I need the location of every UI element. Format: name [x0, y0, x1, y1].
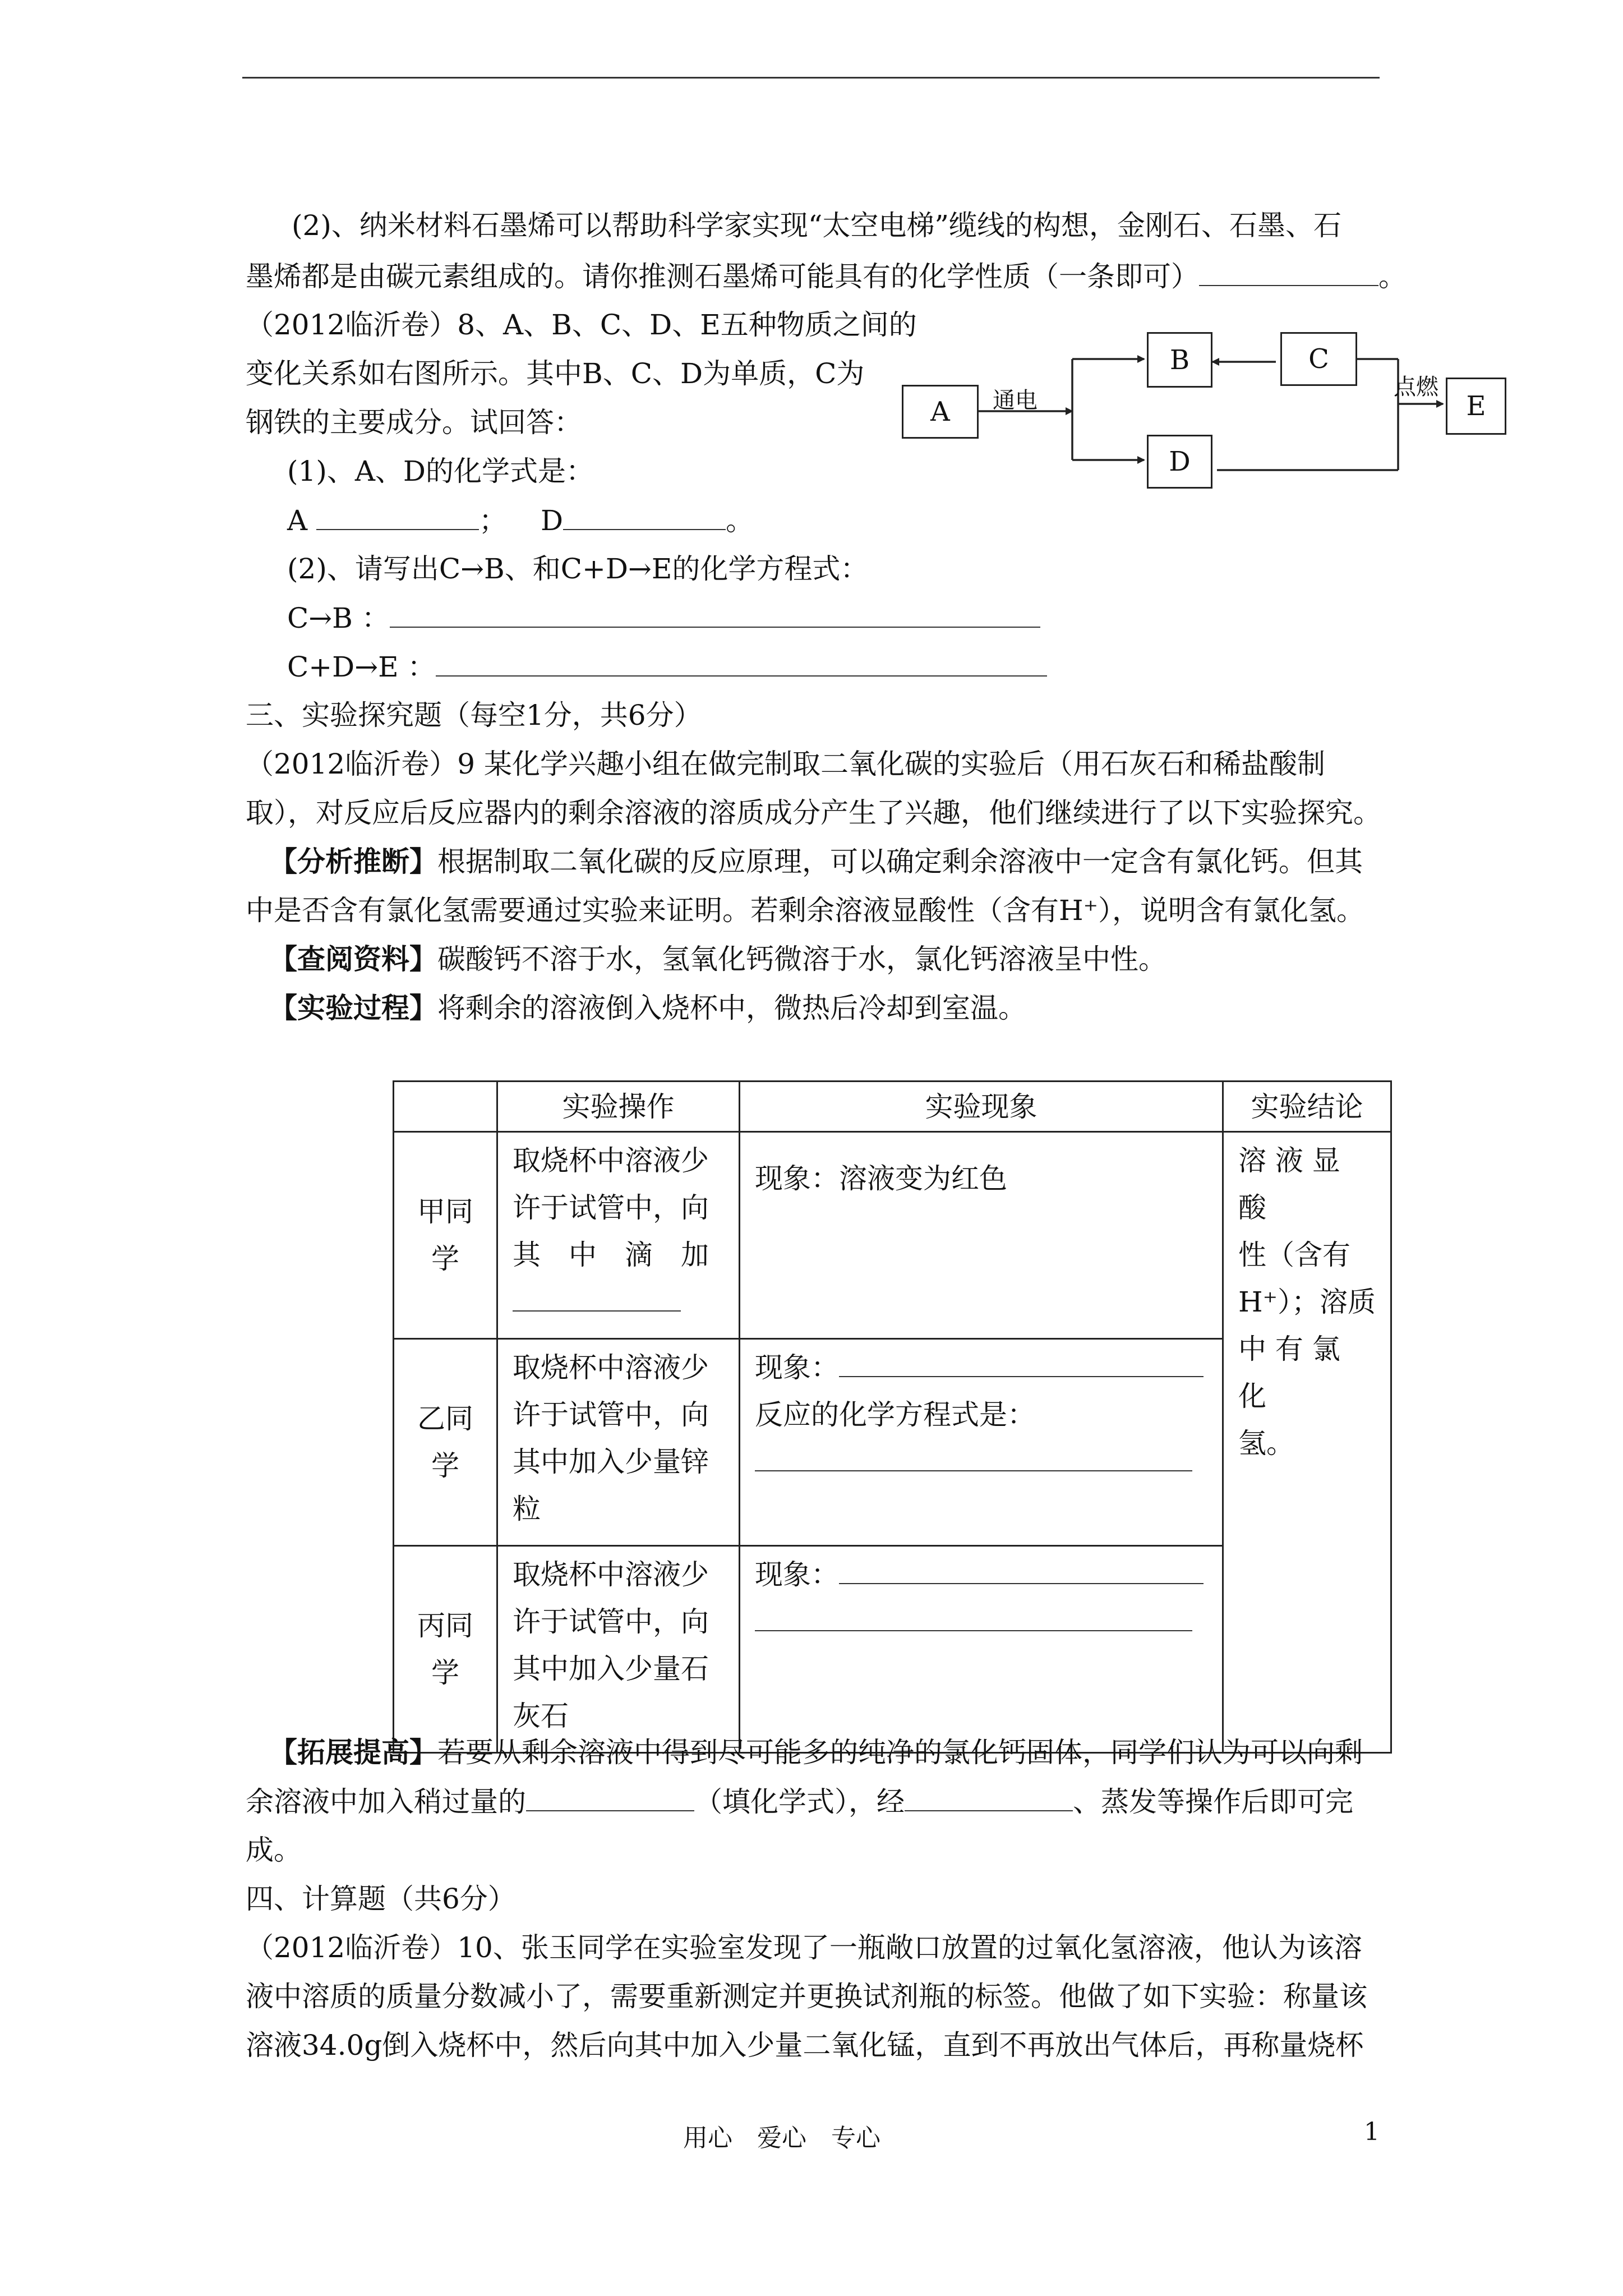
phen-yi: [740, 1339, 1223, 1546]
refs-text: 碳酸钙不溶于水，氢氧化钙微溶于水，氯化钙溶液呈中性。: [437, 943, 1166, 976]
phen-yi-eq-line: [755, 1438, 1207, 1485]
q8-line-2: 变化关系如右图所示。其中B、C、D为单质，C为: [246, 357, 865, 390]
student-yi-2: 学: [431, 1450, 459, 1482]
op-yi-4: 粒: [513, 1493, 541, 1525]
header-empty: [394, 1082, 497, 1132]
table-row: [394, 1132, 1391, 1339]
page-number: 1: [1364, 2118, 1380, 2146]
op-bing-4: 灰石: [513, 1700, 569, 1732]
q10-line-1: （2012临沂卷）10、张玉同学在实验室发现了一瓶敞口放置的过氧化氢溶液，他认为该溶: [246, 1931, 1362, 1964]
conclusion-1: 溶 液 显 酸: [1238, 1144, 1340, 1224]
d-label: D: [541, 504, 564, 537]
phen-bing-blank[interactable]: [839, 1555, 1204, 1584]
phen-bing-label: 现象：: [755, 1558, 839, 1591]
extend-text-1: 若要从剩余溶液中得到尽可能多的纯净的氯化钙固体，同学们认为可以向剩: [437, 1736, 1363, 1769]
op-bing: [497, 1546, 740, 1753]
op-yi: [497, 1339, 740, 1546]
analysis-tag: 【分析推断】: [269, 845, 437, 878]
phen-bing: [740, 1546, 1223, 1753]
student-yi: [394, 1339, 497, 1546]
q10-line-3: 溶液34.0g倒入烧杯中，然后向其中加入少量二氧化锰，直到不再放出气体后，再称量烧杯: [246, 2029, 1364, 2062]
student-yi-1: 乙同: [417, 1402, 473, 1435]
graphene-line-1: (2)、纳米材料石墨烯可以帮助科学家实现“太空电梯”缆线的构想，金刚石、石墨、石: [292, 209, 1341, 242]
op-bing-1: 取烧杯中溶液少: [513, 1558, 709, 1591]
header-phenomenon: 实验现象: [740, 1082, 1223, 1132]
cde-label: C+D→E ：: [287, 651, 436, 683]
q8-line-3: 钢铁的主要成分。试回答：: [246, 406, 582, 439]
a-label: A: [287, 504, 308, 537]
process-line: [269, 991, 1026, 1025]
conclusion-cell: [1223, 1132, 1391, 1753]
footer-motto: 用心 爱心 专心: [683, 2124, 880, 2152]
reaction-diagram: [0, 0, 1623, 561]
phen-yi-label: 现象：: [755, 1351, 839, 1384]
analysis-line-1: [269, 845, 1363, 878]
q8-cde-line: [287, 650, 1047, 684]
analysis-line-2: 中是否含有氯化氢需要通过实验来证明。若剩余溶液显酸性（含有H⁺），说明含有氯化氢。: [246, 894, 1364, 927]
extend-line-2: [246, 1784, 1353, 1819]
op-bing-3: 其中加入少量石: [513, 1653, 709, 1685]
refs-tag: 【查阅资料】: [269, 943, 437, 976]
node-a: A: [902, 385, 979, 439]
graphene-line-2-end: 。: [1378, 260, 1407, 293]
q8-cb-line: [287, 601, 1040, 635]
op-jia-blank-line: [513, 1278, 724, 1326]
d-end: 。: [726, 504, 754, 537]
phen-bing-line-2: [755, 1598, 1207, 1645]
analysis-text-1: 根据制取二氧化碳的反应原理，可以确定剩余溶液中一定含有氯化钙。但其: [437, 845, 1363, 878]
q8-sub-1: (1)、A、D的化学式是：: [287, 455, 594, 487]
section-4-heading: 四、计算题（共6分）: [246, 1883, 516, 1915]
a-sep: ；: [479, 504, 508, 537]
table-header-row: [394, 1082, 1391, 1132]
cb-label: C→B ：: [287, 602, 390, 634]
header-operation: 实验操作: [497, 1082, 740, 1132]
student-bing-1: 丙同: [417, 1609, 473, 1642]
q9-line-2: 取），对反应后反应器内的剩余溶液的溶质成分产生了兴趣，他们继续进行了以下实验探究。: [246, 797, 1381, 829]
conclusion-4: 中 有 氯 化: [1238, 1333, 1340, 1412]
phen-yi-blank[interactable]: [839, 1348, 1204, 1377]
phen-yi-eq-label: 反应的化学方程式是：: [755, 1398, 1035, 1431]
q10-line-2: 液中溶质的质量分数减小了，需要重新测定并更换试剂瓶的标签。他做了如下实验：称量该: [246, 1980, 1367, 2013]
student-jia-1: 甲同: [417, 1195, 473, 1228]
section-3-heading: 三、实验探究题（每空1分，共6分）: [246, 699, 702, 731]
extend-text-2c: 、蒸发等操作后即可完: [1073, 1786, 1353, 1818]
q8-line-1: （2012临沂卷）8、A、B、C、D、E五种物质之间的: [246, 309, 917, 341]
extend-text-2b: （填化学式），经: [694, 1786, 905, 1818]
phen-jia-1: 现象：溶液变为红色: [755, 1162, 1007, 1195]
phen-yi-1: [755, 1344, 1207, 1391]
process-tag: 【实验过程】: [269, 992, 437, 1024]
reagent-blank[interactable]: [513, 1282, 681, 1312]
extend-line-1: [269, 1736, 1363, 1769]
q8-sub-2: (2)、请写出C→B、和C+D→E的化学方程式：: [287, 553, 869, 585]
operation-blank[interactable]: [905, 1784, 1073, 1811]
extend-tag: 【拓展提高】: [269, 1736, 437, 1769]
node-c: C: [1280, 332, 1357, 386]
op-jia: [497, 1132, 740, 1339]
phen-jia: [740, 1132, 1223, 1339]
student-jia-2: 学: [431, 1243, 459, 1275]
node-d: D: [1147, 435, 1212, 489]
phen-bing-1: [755, 1551, 1207, 1598]
extend-text-2a: 余溶液中加入稍过量的: [246, 1786, 526, 1818]
refs-line: [269, 942, 1166, 976]
op-bing-2: 许于试管中，向: [513, 1605, 709, 1638]
op-jia-1: 取烧杯中溶液少: [513, 1144, 709, 1177]
student-bing-2: 学: [431, 1657, 459, 1689]
conclusion-2: 性（含有: [1238, 1239, 1350, 1271]
conclusion-3: H⁺）；溶质: [1238, 1286, 1376, 1318]
node-e: E: [1446, 378, 1506, 435]
label-dianran: 点燃: [1394, 374, 1438, 400]
node-b: B: [1147, 332, 1212, 388]
op-yi-1: 取烧杯中溶液少: [513, 1351, 709, 1384]
graphene-line-2-text: 墨烯都是由碳元素组成的。请你推测石墨烯可能具有的化学性质（一条即可）: [246, 260, 1199, 293]
phen-bing-blank-2[interactable]: [755, 1602, 1192, 1631]
op-yi-3: 其中加入少量锌: [513, 1446, 709, 1478]
conclusion-spacer: [1238, 1467, 1376, 1747]
equation-blank[interactable]: [755, 1442, 1192, 1471]
process-text: 将剩余的溶液倒入烧杯中，微热后冷却到室温。: [437, 992, 1026, 1024]
extend-line-3: 成。: [246, 1834, 302, 1866]
student-jia: [394, 1132, 497, 1339]
cde-blank[interactable]: [436, 650, 1047, 677]
op-jia-3: 其 中 滴 加: [513, 1239, 709, 1271]
cb-blank[interactable]: [390, 601, 1040, 628]
q9-line-1: （2012临沂卷）9 某化学兴趣小组在做完制取二氧化碳的实验后（用石灰石和稀盐酸制: [246, 748, 1325, 780]
student-bing: [394, 1546, 497, 1753]
header-conclusion: 实验结论: [1223, 1082, 1391, 1132]
op-jia-2: 许于试管中，向: [513, 1191, 709, 1224]
conclusion-5: 氢。: [1238, 1427, 1294, 1460]
label-tongdian: 通电: [993, 388, 1038, 413]
op-yi-2: 许于试管中，向: [513, 1398, 709, 1431]
formula-blank[interactable]: [526, 1784, 694, 1811]
experiment-table: [393, 1080, 1392, 1754]
